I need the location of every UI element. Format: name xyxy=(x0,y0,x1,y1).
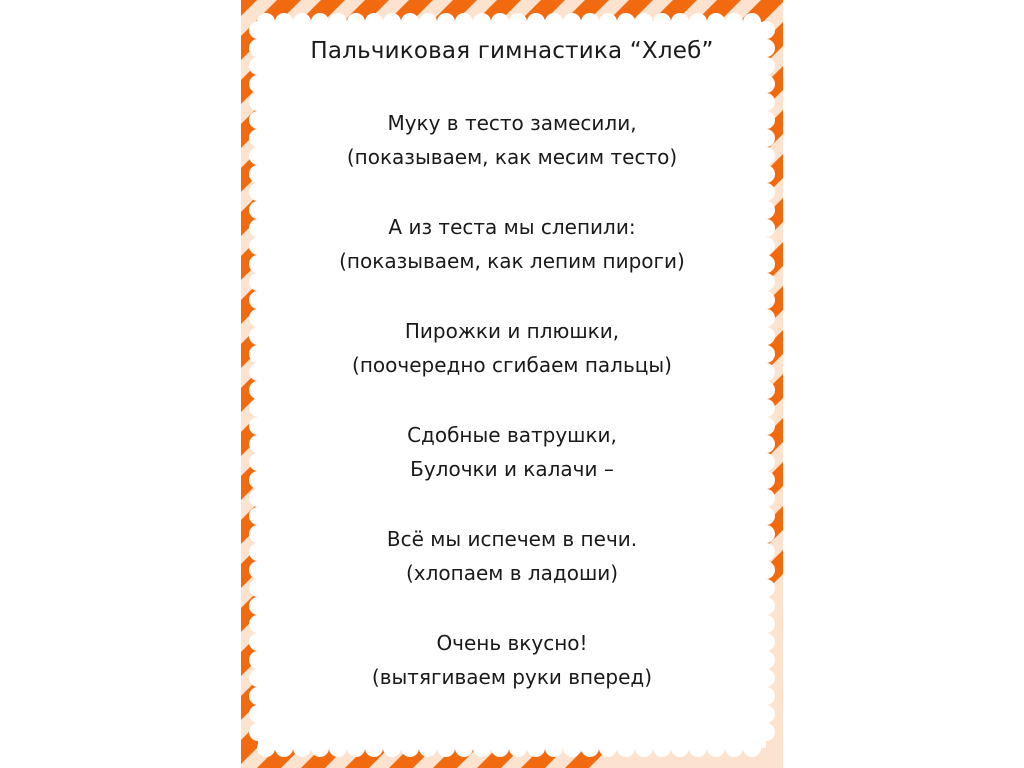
frame-stripe xyxy=(0,0,125,768)
paper-scallop xyxy=(249,651,267,669)
stanza xyxy=(268,626,756,694)
paper-scallop xyxy=(527,739,545,757)
paper-scallop xyxy=(249,39,267,57)
paper-scallop xyxy=(347,739,365,757)
stanza-line: (показываем, как лепим пироги) xyxy=(339,249,685,273)
paper-scallop xyxy=(757,399,775,417)
paper-scallop xyxy=(757,507,775,525)
paper-scallop xyxy=(757,615,775,633)
paper-scallop xyxy=(757,363,775,381)
poem-block xyxy=(268,28,756,730)
paper-scallop xyxy=(383,739,401,757)
paper-scallop xyxy=(249,129,267,147)
paper-scallop xyxy=(757,237,775,255)
paper-scallop xyxy=(365,739,383,757)
paper-scallop xyxy=(725,739,743,757)
paper-scallop xyxy=(249,165,267,183)
stanza-line: Очень вкусно! xyxy=(436,631,588,655)
paper-scallop xyxy=(671,739,689,757)
paper-scallop xyxy=(249,291,267,309)
paper-scallop xyxy=(757,57,775,75)
stanza-line: Пирожки и плюшки, xyxy=(404,319,620,343)
paper-scallop xyxy=(249,507,267,525)
paper-scallop xyxy=(757,93,775,111)
paper-scallop xyxy=(757,471,775,489)
paper-scallop xyxy=(249,309,267,327)
paper-scallop xyxy=(757,633,775,651)
stanza-line: (вытягиваем руки вперед) xyxy=(371,665,653,689)
paper-scallop xyxy=(757,183,775,201)
paper-scallop xyxy=(757,597,775,615)
paper-scallop xyxy=(249,489,267,507)
stanza-line: Сдобные ватрушки, xyxy=(407,423,617,447)
paper-scallop xyxy=(757,291,775,309)
paper-scallop xyxy=(581,739,599,757)
stanza-list xyxy=(268,106,756,694)
paper-scallop xyxy=(249,345,267,363)
paper-scallop xyxy=(249,543,267,561)
paper-scallop xyxy=(757,579,775,597)
stanza-line: Всё мы испечем в печи. xyxy=(386,527,638,551)
paper-scallop xyxy=(757,687,775,705)
paper-scallop xyxy=(249,705,267,723)
paper-scallop xyxy=(757,417,775,435)
stanza xyxy=(268,106,756,174)
paper-scallop xyxy=(249,111,267,129)
paper-scallop xyxy=(257,739,275,757)
paper-scallop xyxy=(249,93,267,111)
paper-scallop xyxy=(249,75,267,93)
paper-scallop xyxy=(509,739,527,757)
stanza-line: Муку в тесто замесили, xyxy=(387,111,637,135)
paper-scallop xyxy=(249,363,267,381)
paper-scallop xyxy=(401,739,419,757)
paper-scallop xyxy=(249,669,267,687)
stanza xyxy=(268,210,756,278)
paper-scallop xyxy=(249,57,267,75)
paper-scallop xyxy=(707,739,725,757)
paper-scallop xyxy=(757,255,775,273)
paper-scallop xyxy=(743,739,761,757)
frame-stripe xyxy=(0,0,257,768)
paper-scallop xyxy=(249,255,267,273)
paper-scallop xyxy=(249,597,267,615)
paper-scallop xyxy=(249,615,267,633)
paper-scallop xyxy=(757,165,775,183)
paper-scallop xyxy=(437,739,455,757)
stanza-line: Булочки и калачи – xyxy=(410,457,614,481)
frame-stripe xyxy=(0,0,81,768)
paper-scallop xyxy=(635,739,653,757)
paper-scallop xyxy=(757,453,775,471)
paper-scallop xyxy=(757,435,775,453)
paper-scallop xyxy=(249,399,267,417)
paper-scallop xyxy=(249,471,267,489)
paper-scallop xyxy=(249,633,267,651)
paper-scallop xyxy=(311,739,329,757)
paper-scallop xyxy=(757,705,775,723)
paper-scallop xyxy=(249,147,267,165)
paper-scallop xyxy=(249,723,267,741)
paper-scallop xyxy=(545,739,563,757)
paper-scallop xyxy=(757,129,775,147)
paper-scallop xyxy=(757,219,775,237)
paper-scallop xyxy=(757,723,775,741)
paper-scallop xyxy=(455,739,473,757)
paper-scallop xyxy=(757,111,775,129)
paper-scallop xyxy=(249,435,267,453)
stanza-line: (хлопаем в ладоши) xyxy=(405,561,619,585)
paper-scallop xyxy=(599,739,617,757)
stanza xyxy=(268,314,756,382)
paper-scallop xyxy=(653,739,671,757)
paper-scallop xyxy=(757,201,775,219)
paper-scallop xyxy=(689,739,707,757)
paper-scallop xyxy=(249,21,267,39)
paper-scallop xyxy=(563,739,581,757)
frame-stripe xyxy=(0,0,213,768)
paper-scallop xyxy=(757,309,775,327)
paper-scallop xyxy=(473,739,491,757)
paper-scallop xyxy=(757,381,775,399)
paper-scallop xyxy=(249,525,267,543)
paper-scallop xyxy=(757,345,775,363)
paper-scallop xyxy=(249,237,267,255)
paper-scallop xyxy=(757,651,775,669)
paper-scallop xyxy=(757,327,775,345)
paper-scallop xyxy=(757,147,775,165)
paper-scallop xyxy=(249,579,267,597)
paper-scallop xyxy=(249,381,267,399)
stanza-line: (показываем, как месим тесто) xyxy=(346,145,678,169)
paper-scallop xyxy=(249,561,267,579)
stanza-line: (поочередно сгибаем пальцы) xyxy=(352,353,672,377)
paper-scallop xyxy=(249,183,267,201)
frame-stripe xyxy=(0,0,37,768)
paper-scallop xyxy=(249,201,267,219)
stanza xyxy=(268,522,756,590)
paper-scallop xyxy=(757,21,775,39)
paper-scallop xyxy=(249,273,267,291)
paper-scallop xyxy=(757,525,775,543)
paper-scallop xyxy=(249,219,267,237)
paper-scallop xyxy=(757,543,775,561)
paper-scallop xyxy=(491,739,509,757)
paper-scallop xyxy=(617,739,635,757)
paper-scallop xyxy=(293,739,311,757)
paper-scallop xyxy=(249,453,267,471)
stanza xyxy=(268,418,756,486)
paper-scallop xyxy=(329,739,347,757)
paper-scallop xyxy=(757,75,775,93)
paper-scallop xyxy=(757,39,775,57)
frame-stripe xyxy=(0,0,169,768)
paper-scallop xyxy=(757,669,775,687)
paper-scallop xyxy=(275,739,293,757)
paper-scallop xyxy=(249,327,267,345)
paper-scallop xyxy=(757,489,775,507)
paper-scallop xyxy=(419,739,437,757)
paper-scallop xyxy=(249,417,267,435)
page-title: Пальчиковая гимнастика “Хлеб” xyxy=(310,38,714,64)
paper-scallop xyxy=(757,273,775,291)
paper-scallop xyxy=(757,561,775,579)
paper-scallop xyxy=(249,687,267,705)
stanza-line: А из теста мы слепили: xyxy=(388,215,636,239)
